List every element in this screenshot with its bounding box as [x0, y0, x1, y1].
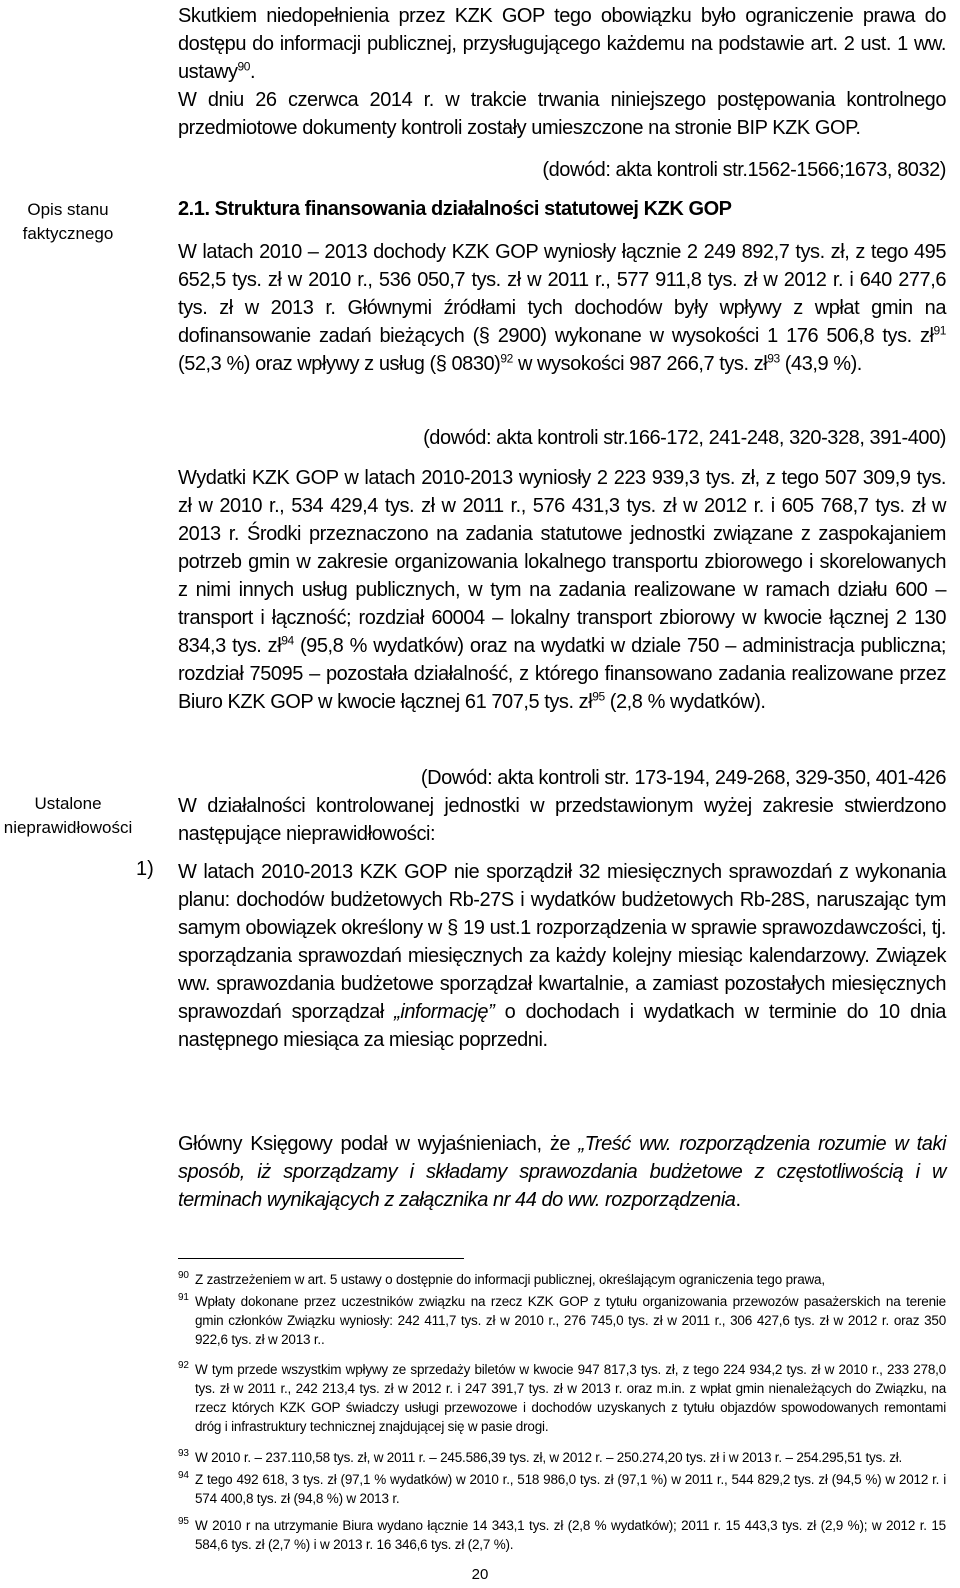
footnote-91: 91 Wpłaty dokonane przez uczestników związku na rzecz KZK GOP z tytułu organizowania przewozów pasażerskich na terenie gmin członków Związku wyniosły: 242 411,7 tys. zł w 2010 r., 276 745,0 tys. zł w 2011 r., 306 427,6 tys. zł w 2012 r. oraz 350 922,6 tys. zł w 2013 r.. [178, 1292, 946, 1347]
section-heading: 2.1. Struktura finansowania działalności statutowej KZK GOP [178, 198, 732, 220]
revenue-paragraph: W latach 2010 – 2013 dochody KZK GOP wyniosły łącznie 2 249 892,7 tys. zł, z tego 495 652,5 tys. zł w 2010 r., 536 050,7 tys. zł w 2011 r., 577 911,8 tys. zł w 2012 r. i 640 277,6 tys. zł w 2013 r. Głównymi źródłami tych dochodów były wpływy z wpłat gmin na dofinansowanie zadań bieżących (§ 2900) wykonane w wysokości 1 176 506,8 tys. $zł^{91}$ (52,3 %) oraz wpływy z usług (§ 0830)$^{92}$ w wysokości 987 266,7 tys. $zł^{93}$ (43,9 %). [178, 241, 946, 375]
findings-intro-paragraph: W działalności kontrolowanej jednostki w przedstawionym wyżej zakresie stwierdzono następujące nieprawidłowości: [178, 795, 946, 845]
footnote-93: 93 W 2010 r. – 237.110,58 tys. zł, w 2011 r. – 245.586,39 tys. zł, w 2012 r. – 250.274,20 tys. zł i w 2013 r. – 254.295,51 tys. zł. [178, 1448, 903, 1465]
footnote-separator [178, 1258, 464, 1259]
sidebar-label-irregularities: Ustalone nieprawidłowości [3, 794, 133, 837]
revenue-block [178, 238, 946, 378]
finding-1-block [178, 858, 946, 1054]
proof-citation-1: (dowód: akta kontroli str.1562-1566;1673, 8032) [542, 159, 946, 181]
footnote-90: 90 Z zastrzeżeniem w art. 5 ustawy o dostępnie do informacji publicznej, określającym ograniczenia tego prawa, [178, 1270, 825, 1287]
footnote-ref-93[interactable]: 93 [767, 351, 780, 366]
finding-1-paragraph: W latach 2010-2013 KZK GOP nie sporządził 32 miesięcznych sprawozdań z wykonania planu: dochodów budżetowych Rb-27S i wydatków budżetowych Rb-28S, naruszając tym samym obowiązek określony w § 19 ust.1 rozporządzenia w sprawie sprawozdawczości, tj. sporządzania sprawozdań miesięcznych za każdy kolejny miesiąc kalendarzowy. Związek ww. sprawozdania budżetowe sporządzał kwartalnie, a zamiast pozostałych miesięcznych sprawozdań sporządzał „informację” o dochodach i wydatkach w terminie do 10 dnia następnego miesiąca za miesiąc poprzedni. [178, 861, 946, 1051]
footnote-92: 92 W tym przede wszystkim wpływy ze sprzedaży biletów w kwocie 947 817,3 tys. zł, z tego 224 934,2 tys. zł w 2010 r., 233 278,0 tys. zł w 2011 r., 242 213,4 tys. zł w 2012 r. i 247 391,7 tys. zł w 2013 r. oraz m.in. z wpłat gmin nienależących do Związku, na rzecz których KZK GOP świadczy usługi przewozowe i dochodów uzyskanych z tytułu objazdów spowodowanych remontami dróg i infrastruktury technicznej znajdującej się w pasie drogi. [178, 1360, 946, 1434]
footnote-ref-90[interactable]: 90 [237, 59, 250, 74]
footnote-ref-91[interactable]: 91 [933, 323, 946, 338]
footnote-95: 95 W 2010 r na utrzymanie Biura wydano łącznie 14 343,1 tys. zł (2,8 % wydatków); 2011 r. 15 443,3 tys. zł (2,9 %); w 2012 r. 15 584,6 tys. zł (2,7 %) i w 2013 r. 16 346,6 tys. zł (2,7 %). [178, 1516, 946, 1552]
findings-intro-block [178, 792, 946, 848]
proof-citation-3: (Dowód: akta kontroli str. 173-194, 249-268, 329-350, 401-426 [420, 767, 946, 789]
proof-citation-2: (dowód: akta kontroli str.166-172, 241-248, 320-328, 391-400) [423, 427, 946, 449]
intro-paragraph-1: Skutkiem niedopełnienia przez KZK GOP tego obowiązku było ograniczenie prawa do dostępu do informacji publicznej, przysługującego każdemu na podstawie art. 2 ust. 1 ww. ustawy$^{90}$. [178, 5, 946, 83]
expenditure-paragraph: Wydatki KZK GOP w latach 2010-2013 wyniosły 2 223 939,3 tys. zł, z tego 507 309,9 tys. zł w 2010 r., 534 429,4 tys. zł w 2011 r., 576 431,3 tys. zł w 2012 r. i 605 768,7 tys. zł w 2013 r. Środki przeznaczono na zadania statutowe jednostki związane z zaspokajaniem potrzeb gmin w zakresie organizowania lokalnego transportu zbiorowego i skorelowanych z nimi innych usług publicznych, w tym na zadania realizowane w ramach działu 600 – transport i łączność; rozdział 60004 – lokalny transport zbiorowy w kwocie łącznej 2 130 834,3 tys. $zł^{94}$ (95,8 % wydatków) oraz na wydatki w dziale 750 – administracja publiczna; rozdział 75095 – pozostała działalność, z którego finansowano zadania realizowane przez Biuro KZK GOP w kwocie łącznej 61 707,5 tys. $zł^{95}$ (2,8 % wydatków). [178, 467, 946, 713]
explanation-block [178, 1130, 946, 1214]
footnote-ref-95[interactable]: 95 [592, 689, 605, 704]
finding-number: 1) [136, 858, 154, 880]
page-number: 20 [471, 1566, 489, 1583]
footnote-ref-94[interactable]: 94 [281, 633, 294, 648]
footnote-94: 94 Z tego 492 618, 3 tys. zł (97,1 % wydatków) w 2010 r., 518 986,0 tys. zł (97,1 %) w 2011 r., 544 829,2 tys. zł (94,5 %) w 2012 r. i 574 400,8 tys. zł (94,8 %) w 2013 r. [178, 1470, 946, 1506]
footnote-ref-92[interactable]: 92 [500, 351, 513, 366]
explanation-paragraph: Główny Księgowy podał w wyjaśnieniach, że „Treść ww. rozporządzenia rozumie w taki sposób, iż sporządzamy i składamy sprawozdania budżetowe z częstotliwością i w terminach wynikających z załącznika nr 44 do ww. rozporządzenia. [178, 1133, 947, 1211]
sidebar-label-facts: Opis stanu faktycznego [22, 200, 114, 243]
intro-paragraph-2: W dniu 26 czerwca 2014 r. w trakcie trwania niniejszego postępowania kontrolnego przedmiotowe dokumenty kontroli zostały umieszczone na stronie BIP KZK GOP. [178, 89, 946, 139]
expenditure-block [178, 464, 946, 716]
intro-block [178, 2, 946, 142]
